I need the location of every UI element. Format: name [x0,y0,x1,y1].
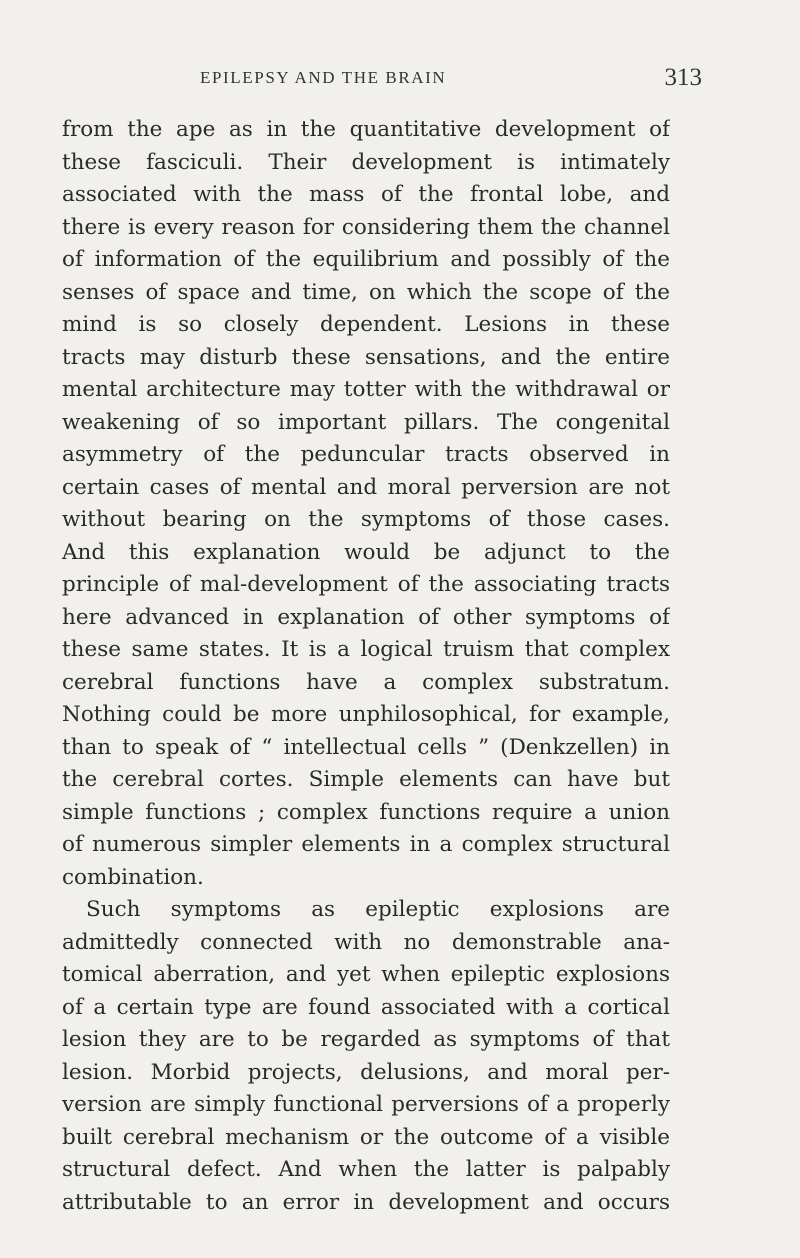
text-line: of information of the equilibrium and possibly of the [62,247,670,272]
text-line: certain cases of mental and moral perversion are not [62,474,670,500]
paragraph-1 [62,114,670,894]
text-line: lesion. Morbid projects, delusions, and moral per- [62,1059,670,1085]
paragraph-2 [62,894,670,1219]
text-line: structural defect. And when the latter is palpably [62,1157,670,1182]
text-line: built cerebral mechanism or the outcome of a visible [62,1124,670,1150]
text-line: of numerous simpler elements in a complex structural [62,832,670,857]
text-line: weakening of so important pillars. The congenital [62,409,670,435]
text-line: from the ape as in the quantitative development of [62,117,670,142]
text-line: Such symptoms as epileptic explosions are [86,897,670,922]
text-line: senses of space and time, on which the scope of the [62,279,670,305]
text-line: tomical aberration, and yet when epileptic explosions [62,962,670,987]
text-line: associated with the mass of the frontal lobe, and [62,182,670,207]
text-line: lesion they are to be regarded as symptoms of that [62,1027,670,1052]
text-line: mind is so closely dependent. Lesions in these [62,312,670,337]
text-line: there is every reason for considering them the channel [62,214,670,240]
text-line: combination. [62,864,204,890]
text-line: of a certain type are found associated with a cortical [62,994,670,1020]
text-line: admittedly connected with no demonstrable ana- [62,929,670,955]
body-text [62,114,670,1219]
text-line: these fasciculi. Their development is intimately [62,149,670,175]
text-line: asymmetry of the peduncular tracts observed in [62,442,670,467]
text-line: tracts may disturb these sensations, and the entire [62,344,670,370]
text-line: mental architecture may totter with the withdrawal or [62,377,670,402]
text-line: the cerebral cortes. Simple elements can have but [62,767,670,792]
text-line: simple functions ; complex functions require a union [62,799,670,825]
running-title: EPILEPSY AND THE BRAIN [200,68,447,87]
text-line: Nothing could be more unphilosophical, for example, [62,702,670,727]
text-line: attributable to an error in development and occurs [62,1189,670,1215]
text-line: cerebral functions have a complex substratum. [62,669,670,695]
text-line: version are simply functional perversions of a properly [62,1092,670,1117]
text-line: here advanced in explanation of other symptoms of [62,604,670,630]
text-line: And this explanation would be adjunct to the [62,539,670,565]
running-head [62,66,702,98]
text-line: principle of mal-development of the associating tracts [62,572,670,597]
page-number: 313 [664,64,702,91]
text-line: without bearing on the symptoms of those cases. [62,507,670,532]
text-line: these same states. It is a logical truism that complex [62,637,670,662]
text-line: than to speak of “ intellectual cells ” (Denkzellen) in [62,734,670,760]
